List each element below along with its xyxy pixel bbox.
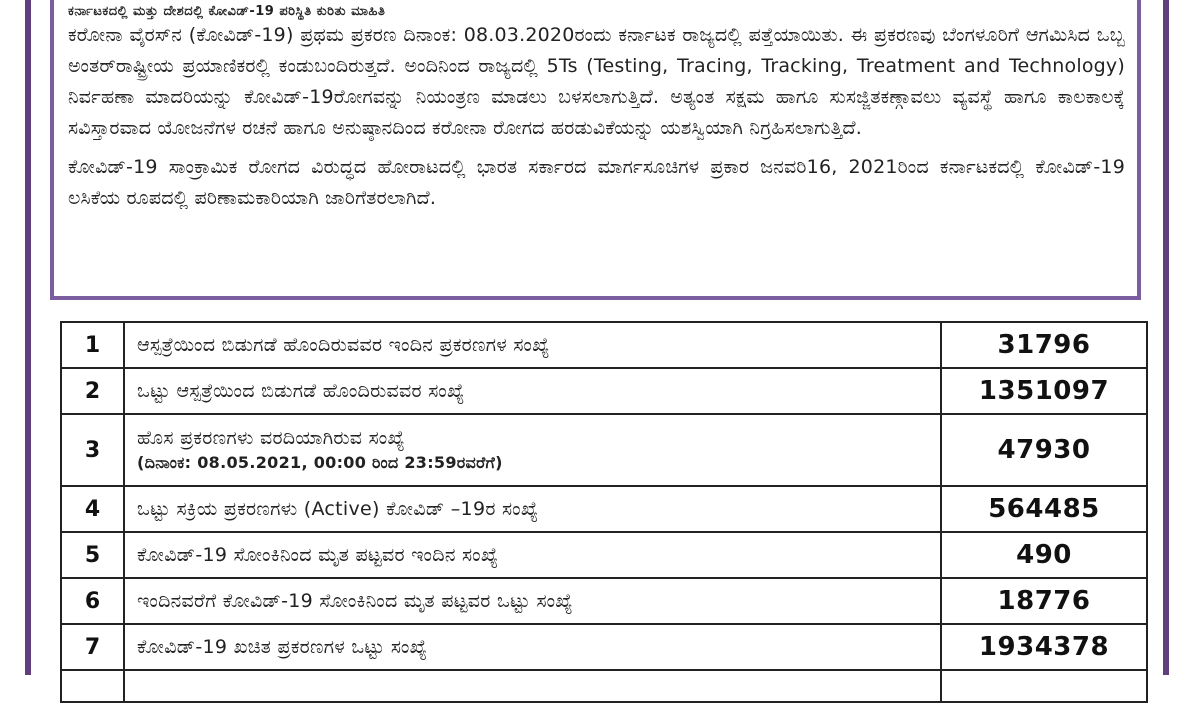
row-value: 1934378 — [941, 624, 1147, 670]
row-number: 6 — [61, 578, 124, 624]
table-row — [61, 624, 1147, 670]
row-number: 3 — [61, 414, 124, 486]
page-border-left — [25, 0, 31, 675]
row-number: 4 — [61, 486, 124, 532]
intro-paragraph-2: ಕೋವಿಡ್-19 ಸಾಂಕ್ರಾಮಿಕ ರೋಗದ ವಿರುದ್ಧದ ಹೋರಾಟದಲ್ಲಿ ಭಾರತ ಸರ್ಕಾರದ ಮಾರ್ಗಸೂಚಿಗಳ ಪ್ರಕಾರ ಜನವರಿ16, 2021ರಿಂದ ಕರ್ನಾಟಕದಲ್ಲಿ ಕೋವಿಡ್-19 ಲಸಿಕೆಯ ರೂಪದಲ್ಲಿ ಪರಿಣಾಮಕಾರಿಯಾಗಿ ಜಾರಿಗೆತರಲಾಗಿದೆ. — [68, 156, 1125, 209]
row-label: ಆಸ್ಪತ್ರೆಯಿಂದ ಬಿಡುಗಡೆ ಹೊಂದಿರುವವರ ಇಂದಿನ ಪ್ರಕರಣಗಳ ಸಂಖ್ಯೆ — [124, 322, 941, 368]
table-row — [61, 368, 1147, 414]
intro-box — [50, 0, 1141, 300]
row-value: 18776 — [941, 578, 1147, 624]
row-number: 1 — [61, 322, 124, 368]
page-border-right — [1163, 0, 1169, 675]
row-value: 31796 — [941, 322, 1147, 368]
row-number: 7 — [61, 624, 124, 670]
row-label: ಒಟ್ಟು ಆಸ್ಪತ್ರೆಯಿಂದ ಬಿಡುಗಡೆ ಹೊಂದಿರುವವರ ಸಂಖ್ಯೆ — [124, 368, 941, 414]
row-value: 490 — [941, 532, 1147, 578]
row-value: 564485 — [941, 486, 1147, 532]
table-row — [61, 322, 1147, 368]
table-row — [61, 578, 1147, 624]
table-row — [61, 414, 1147, 486]
row-number: 2 — [61, 368, 124, 414]
row-label: ಹೊಸ ಪ್ರಕರಣಗಳು ವರದಿಯಾಗಿರುವ ಸಂಖ್ಯೆ — [137, 427, 405, 449]
row-sublabel: (ದಿನಾಂಕ: 08.05.2021, 00:00 ರಿಂದ 23:59ರವರೆಗೆ) — [137, 453, 503, 472]
row-number: 5 — [61, 532, 124, 578]
row-label: ಇಂದಿನವರೆಗೆ ಕೋವಿಡ್-19 ಸೋಂಕಿನಿಂದ ಮೃತ ಪಟ್ಟವರ ಒಟ್ಟು ಸಂಖ್ಯೆ — [124, 578, 941, 624]
row-label: ಕೋವಿಡ್-19 ಸೋಂಕಿನಿಂದ ಮೃತ ಪಟ್ಟವರ ಇಂದಿನ ಸಂಖ್ಯೆ — [124, 532, 941, 578]
row-label: ಕೋವಿಡ್-19 ಖಚಿತ ಪ್ರಕರಣಗಳ ಒಟ್ಟು ಸಂಖ್ಯೆ — [124, 624, 941, 670]
row-label: ಒಟ್ಟು ಸಕ್ರಿಯ ಪ್ರಕರಣಗಳು (Active) ಕೋವಿಡ್ –19ರ ಸಂಖ್ಯೆ — [124, 486, 941, 532]
intro-paragraph-1: ಕರೋನಾ ವೈರಸ್‌ನ (ಕೋವಿಡ್-19) ಪ್ರಥಮ ಪ್ರಕರಣ ದಿನಾಂಕ: 08.03.2020ರಂದು ಕರ್ನಾಟಕ ರಾಜ್ಯದಲ್ಲಿ ಪತ್ತೆಯಾಯಿತು. ಈ ಪ್ರಕರಣವು ಬೆಂಗಳೂರಿಗೆ ಆಗಮಿಸಿದ ಒಬ್ಬ ಅಂತರ್‌ರಾಷ್ಟ್ರೀಯ ಪ್ರಯಾಣಿಕರಲ್ಲಿ ಕಂಡುಬಂದಿರುತ್ತದೆ. ಅಂದಿನಿಂದ ರಾಜ್ಯದಲ್ಲಿ 5Ts (Testing, Tracing, Tracking, Treatment and Technology) ನಿರ್ವಹಣಾ ಮಾದರಿಯನ್ನು ಕೋವಿಡ್-19ರೋಗವನ್ನು ನಿಯಂತ್ರಣ ಮಾಡಲು ಬಳಸಲಾಗುತ್ತಿದೆ. ಅತ್ಯಂತ ಸಕ್ಷಮ ಹಾಗೂ ಸುಸಜ್ಜಿತಕಣ್ಗಾವಲು ವ್ಯವಸ್ಥೆ ಹಾಗೂ ಕಾಲಕಾಲಕ್ಕೆ ಸವಿಸ್ತಾರವಾದ ಯೋಜನೆಗಳ ರಚನೆ ಹಾಗೂ ಅನುಷ್ಠಾನದಿಂದ ಕರೋನಾ ರೋಗದ ಹರಡುವಿಕೆಯನ್ನು ಯಶಸ್ವಿಯಾಗಿ ನಿಗ್ರಹಿಸಲಾಗುತ್ತಿದೆ. — [68, 24, 1125, 139]
table-row — [61, 486, 1147, 532]
covid-stats-table — [60, 321, 1148, 703]
intro-top-line: ಕರ್ನಾಟಕದಲ್ಲಿ ಮತ್ತು ದೇಶದಲ್ಲಿ ಕೋವಿಡ್-19 ಪರಿಸ್ಥಿತಿ ಕುರಿತು ಮಾಹಿತಿ — [68, 4, 386, 19]
table-row — [61, 532, 1147, 578]
row-label-cell — [124, 414, 941, 486]
row-value: 47930 — [941, 414, 1147, 486]
row-value: 1351097 — [941, 368, 1147, 414]
